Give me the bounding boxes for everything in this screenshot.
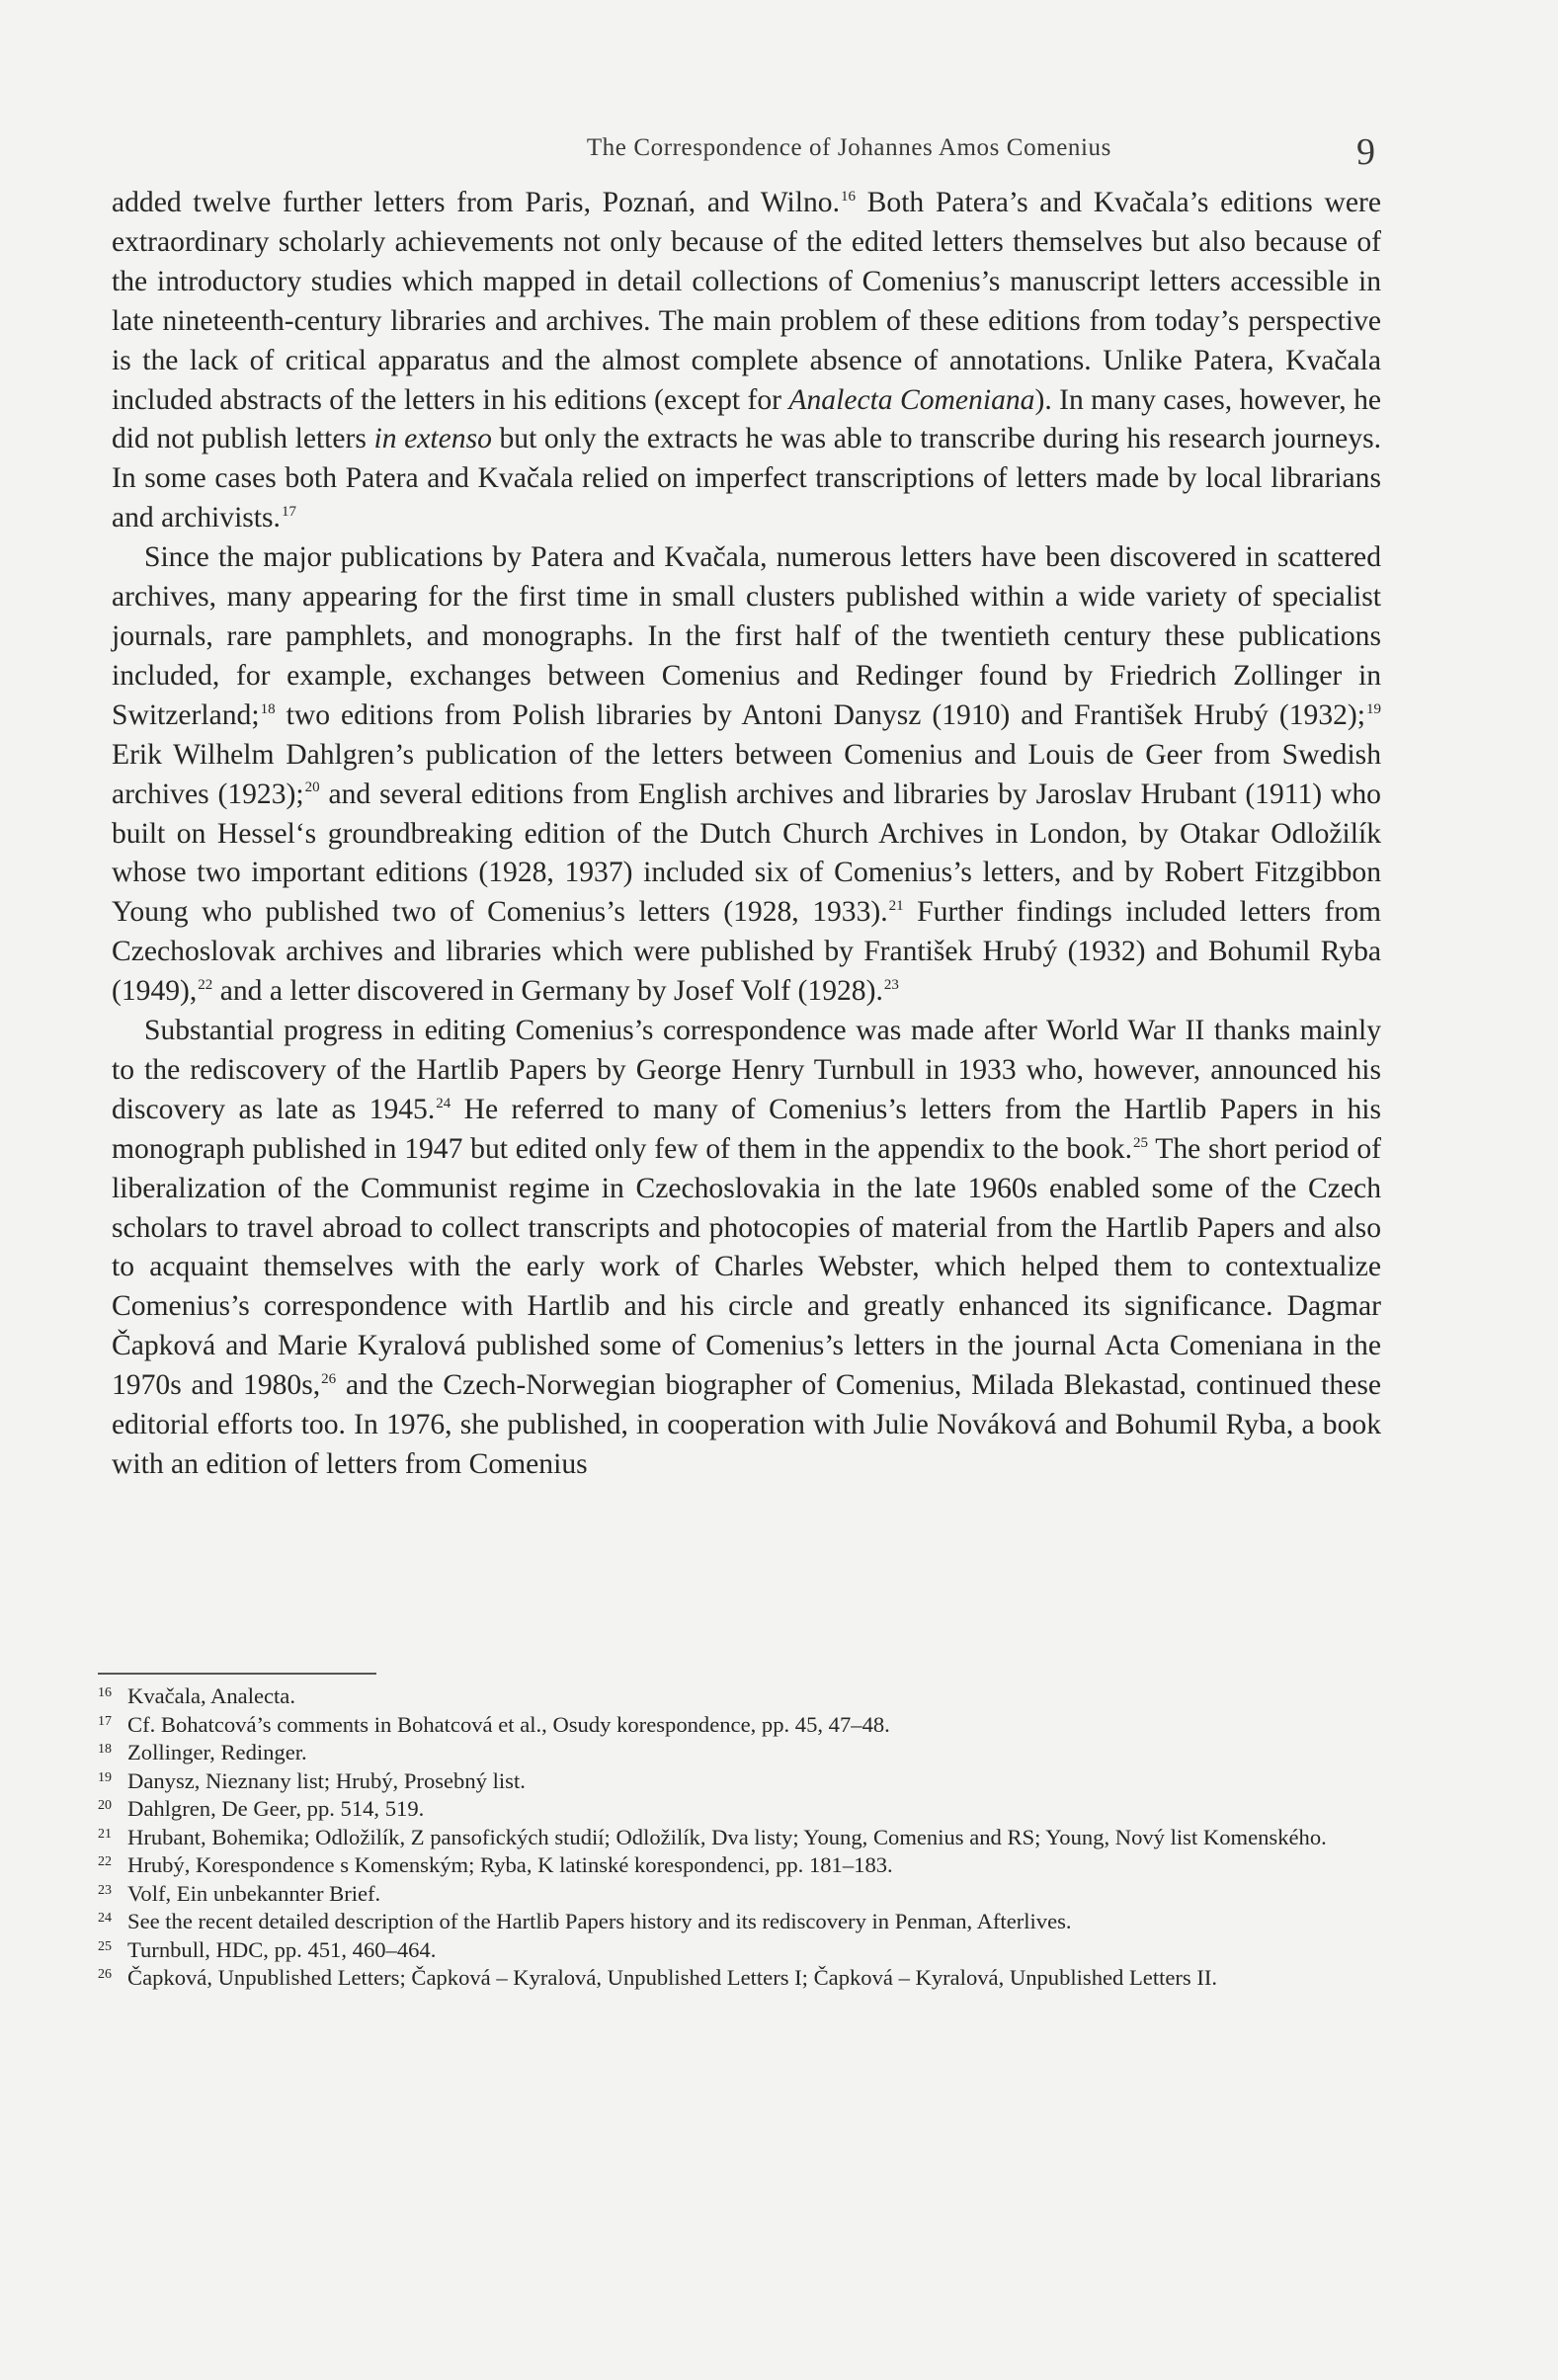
footnote-ref: 23 [883,976,899,993]
italic-text: Analecta Comeniana [788,383,1035,416]
text-run: He referred to many of Comenius’s letters from the Hartlib Papers in his monograph published in 1947 but edited only few of them in the appendix to the book. [112,1093,1381,1165]
footnote-text: Hrubý, Korespondence s Komenským; Ryba, K latinské korespondenci, pp. 181–183. [127,1852,893,1877]
footnote [98,1880,1382,1909]
italic-text: in extenso [373,423,492,455]
page-header [109,130,1383,174]
footnote-text: Volf, Ein unbekannter Brief. [127,1880,381,1906]
footnote-ref: 17 [281,504,296,520]
text-run: ). In many cases, however, he did not publish letters [112,383,1381,455]
paragraph-2 [112,538,1381,1012]
page-number: 9 [1356,131,1375,173]
footnote-ref: 21 [888,898,904,915]
text-run: Substantial progress in editing Comenius’s correspondence was made after World War II thanks mainly to the rediscovery of the Hartlib Papers by George Henry Turnbull in 1933 who, however, announced his discovery as late as 1945. [112,1015,1381,1125]
footnote [98,1908,1382,1936]
footnote-number: 23 [98,1882,112,1898]
footnote [98,1824,1382,1852]
footnote [98,1936,1382,1965]
footnote-number: 17 [98,1713,112,1729]
footnote-ref: 24 [436,1095,451,1111]
footnote-text: Zollinger, Redinger. [127,1740,307,1764]
footnote [98,1682,1382,1711]
footnote-number: 24 [98,1911,112,1926]
footnote [98,1739,1382,1767]
footnote-number: 25 [98,1938,112,1954]
text-run: Further findings included letters from Czechoslovak archives and libraries which were published by František Hrubý (1932) and Bohumil Ryba (1949), [112,896,1381,1008]
footnote-text: Cf. Bohatcová’s comments in Bohatcová et al., Osudy korespondence, pp. 45, 47–48. [127,1711,890,1737]
text-run: two editions from Polish libraries by Antoni Danysz (1910) and František Hrubý (1932); [275,698,1365,731]
footnote-text: Kvačala, Analecta. [127,1683,295,1708]
footnote-text: Turnbull, HDC, pp. 451, 460–464. [127,1936,437,1962]
footnote-separator [98,1673,376,1675]
text-run: Both Patera’s and Kvačala’s editions were extraordinary scholarly achievements not only because of the edited letters themselves but also because of the introductory studies which mapped in detail collections of Comenius’s manuscript letters accessible in late nineteenth-century libraries and archives. The main problem of these editions from today’s perspective is the lack of critical apparatus and the almost complete absence of annotations. Unlike Patera, Kvačala included abstracts of the letters in his editions (except for [112,187,1381,416]
paragraph-1 [112,184,1381,538]
text-run: and several editions from English archives and libraries by Jaroslav Hrubant (1911) who built on Hessel‘s groundbreaking edition of the Dutch Church Archives in London, by Otakar Odložilík whose two important editions (1928, 1937) included six of Comenius’s letters, and by Robert Fitzgibbon Young who published two of Comenius’s letters (1928, 1933). [112,778,1381,929]
paragraph-3 [112,1012,1381,1485]
footnote-number: 20 [98,1798,112,1813]
footnote-number: 19 [98,1769,112,1785]
footnote-ref: 26 [321,1370,337,1387]
footnote-number: 26 [98,1967,112,1982]
footnote [98,1851,1382,1880]
running-title: The Correspondence of Johannes Amos Comenius [586,134,1111,161]
text-run: and the Czech-Norwegian biographer of Comenius, Milada Blekastad, continued these editorial efforts too. In 1976, she published, in cooperation with Julie Nováková and Bohumil Ryba, a book with an edition of letters from Comenius [112,1369,1381,1480]
text-run: The short period of liberalization of the Communist regime in Czechoslovakia in the late 1960s enabled some of the Czech scholars to travel abroad to collect transcripts and photocopies of material from the Hartlib Papers and also to acquaint themselves with the early work of Charles Webster, which helped them to contextualize Comenius’s correspondence with Hartlib and his circle and greatly enhanced its significance. Dagmar Čapková and Marie Kyralová published some of Comenius’s letters in the journal Acta Comeniana in the 1970s and 1980s, [112,1132,1382,1402]
footnote [98,1964,1382,1993]
footnote-ref: 18 [260,700,276,717]
footnote-text: See the recent detailed description of the Hartlib Papers history and its rediscovery in Penman, Afterlives. [127,1909,1072,1933]
footnotes [98,1682,1382,1993]
footnote-ref: 20 [304,780,320,796]
body-text [112,184,1381,1485]
footnote-number: 18 [98,1742,112,1757]
text-run: added twelve further letters from Paris, Poznań, and Wilno. [112,187,840,218]
text-run: and a letter discovered in Germany by Josef Volf (1928). [212,975,883,1008]
footnote-ref: 22 [198,976,213,993]
footnote-number: 22 [98,1854,112,1869]
footnote-text: Hrubant, Bohemika; Odložilík, Z pansofických studií; Odložilík, Dva listy; Young, Comenius and RS; Young, Nový list Komenského. [127,1824,1327,1849]
footnote-text: Dahlgren, De Geer, pp. 514, 519. [127,1796,425,1821]
footnote-number: 16 [98,1685,112,1700]
footnote-ref: 16 [840,188,856,205]
text-run: Erik Wilhelm Dahlgren’s publication of the letters between Comenius and Louis de Geer from Swedish archives (1923); [112,738,1381,810]
footnote [98,1767,1382,1796]
text-run: Since the major publications by Patera and Kvačala, numerous letters have been discovered in scattered archives, many appearing for the first time in small clusters published within a wide variety of specialist journals, rare pamphlets, and monographs. In the first half of the twentieth century these publications included, for example, exchanges between Comenius and Redinger found by Friedrich Zollinger in Switzerland; [112,541,1381,731]
footnote-number: 21 [98,1826,112,1842]
text-run: but only the extracts he was able to transcribe during his research journeys. In some cases both Patera and Kvačala relied on imperfect transcriptions of letters made by local librarians and archivists. [112,423,1381,534]
footnote-text: Čapková, Unpublished Letters; Čapková – Kyralová, Unpublished Letters I; Čapková – Kyralová, Unpublished Letters II. [127,1965,1218,1990]
footnote [98,1795,1382,1824]
footnote-ref: 25 [1133,1134,1148,1151]
footnote-ref: 19 [1366,700,1381,717]
footnote [98,1711,1382,1740]
footnote-text: Danysz, Nieznany list; Hrubý, Prosebný list. [127,1767,526,1793]
